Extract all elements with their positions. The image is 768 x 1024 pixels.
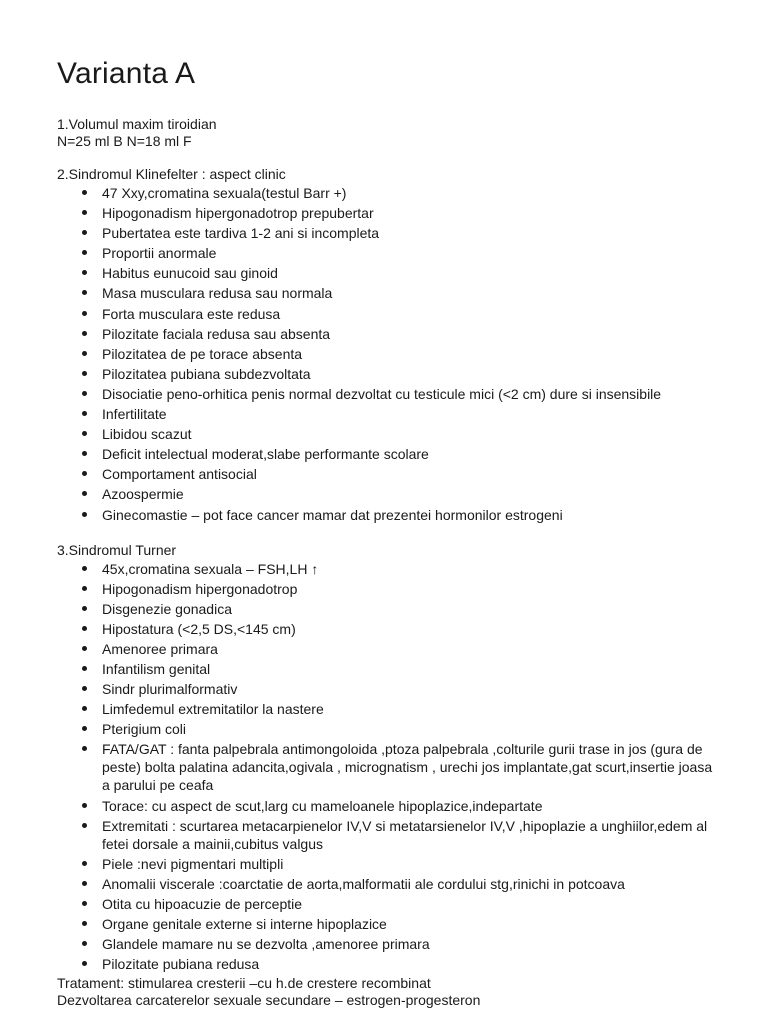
spacer	[57, 150, 717, 166]
section-2-heading: 2.Sindromul Klinefelter : aspect clinic	[57, 166, 286, 182]
list-item: Forta musculara este redusa	[57, 305, 717, 323]
list-item: Libidou scazut	[57, 425, 717, 443]
list-item: Ginecomastie – pot face cancer mamar dat prezentei hormonilor estrogeni	[57, 506, 717, 524]
list-item: Comportament antisocial	[57, 465, 717, 483]
list-item: Pilozitate pubiana redusa	[57, 955, 717, 973]
document-page	[57, 52, 717, 1009]
list-item: Piele :nevi pigmentari multipli	[57, 855, 717, 873]
section-3-heading: 3.Sindromul Turner	[57, 541, 177, 558]
list-item: 47 Xxy,cromatina sexuala(testul Barr +)	[57, 184, 717, 202]
treatment-line: Tratament: stimularea cresterii –cu h.de crestere recombinat	[57, 975, 431, 992]
list-item: Habitus eunucoid sau ginoid	[57, 264, 717, 282]
list-item: Disociatie peno-orhitica penis normal dezvoltat cu testicule mici (<2 cm) dure si insensibile	[57, 385, 717, 403]
section-2-list	[57, 184, 717, 524]
list-item: Pilozitatea de pe torace absenta	[57, 345, 717, 363]
list-item: Pilozitate faciala redusa sau absenta	[57, 325, 717, 343]
list-item: Anomalii viscerale :coarctatie de aorta,malformatii ale cordului stg,rinichi in potcoava	[57, 875, 717, 893]
list-item: Masa musculara redusa sau normala	[57, 284, 717, 302]
list-item: Pubertatea este tardiva 1-2 ani si incompleta	[57, 224, 717, 242]
list-item: Hipogonadism hipergonadotrop prepubertar	[57, 204, 717, 222]
list-item: Hipostatura (<2,5 DS,<145 cm)	[57, 620, 717, 638]
list-item: Amenoree primara	[57, 640, 717, 658]
list-item: Organe genitale externe si interne hipoplazice	[57, 915, 717, 933]
list-item: Extremitati : scurtarea metacarpienelor IV,V si metatarsienelor IV,V ,hipoplazie a unghiilor,edem al fetei dorsale a mainii,cubitus valgus	[57, 817, 717, 853]
list-item: Otita cu hipoacuzie de perceptie	[57, 895, 717, 913]
list-item: FATA/GAT : fanta palpebrala antimongoloida ,ptoza palpebrala ,colturile gurii trase in jos (gura de peste) bolta palatina adancita,ogivala , micrognatism , urechi jos implantate,gat scurt,insertie joasa a parului pe ceafa	[57, 740, 717, 794]
list-item: Pterigium coli	[57, 720, 717, 738]
list-item: Sindr plurimalformativ	[57, 680, 717, 698]
list-item: Infantilism genital	[57, 660, 717, 678]
spacer	[57, 526, 717, 542]
development-line: Dezvoltarea carcaterelor sexuale secundare – estrogen-progesteron	[57, 992, 481, 1009]
list-item: Hipogonadism hipergonadotrop	[57, 580, 717, 598]
list-item: Infertilitate	[57, 405, 717, 423]
list-item: Limfedemul extremitatilor la nastere	[57, 700, 717, 718]
list-item: Pilozitatea pubiana subdezvoltata	[57, 365, 717, 383]
list-item: Proportii anormale	[57, 244, 717, 262]
section-3-list	[57, 560, 717, 974]
document-title: Varianta A	[57, 57, 196, 90]
list-item: 45x,cromatina sexuala – FSH,LH ↑	[57, 560, 717, 578]
list-item: Deficit intelectual moderat,slabe performante scolare	[57, 445, 717, 463]
section-1-line-1: 1.Volumul maxim tiroidian	[57, 116, 217, 132]
list-item: Glandele mamare nu se dezvolta ,amenoree primara	[57, 935, 717, 953]
list-item: Disgenezie gonadica	[57, 600, 717, 618]
section-1-line-2: N=25 ml B N=18 ml F	[57, 133, 192, 149]
list-item: Torace: cu aspect de scut,larg cu mameloanele hipoplazice,indepartate	[57, 797, 717, 815]
list-item: Azoospermie	[57, 485, 717, 503]
